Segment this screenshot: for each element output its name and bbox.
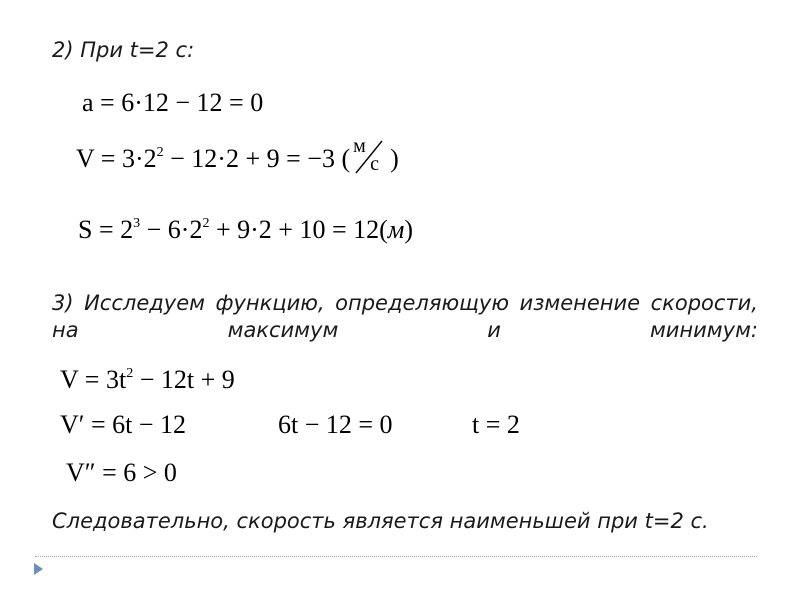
formula-second-derivative: V″ = 6 > 0 xyxy=(66,458,177,487)
unit-denominator: с xyxy=(370,153,379,175)
formula-velocity xyxy=(76,135,399,175)
formula-velocity-exp: 2 xyxy=(156,145,164,160)
step3-text: 3) Исследуем функцию, определяющую изменение скорости, на максимум и минимум: xyxy=(52,291,758,342)
formula-equation: 6t − 12 = 0 xyxy=(278,410,393,439)
formula-vf-p2: − 12t + 9 xyxy=(133,365,235,394)
conclusion-text: Следовательно, скорость является наименьшей при t=2 с. xyxy=(52,509,709,533)
step2-heading: 2) При t=2 с: xyxy=(52,38,195,62)
footer-divider xyxy=(35,556,757,557)
formula-distance-p1: S = 2 xyxy=(78,215,134,244)
formula-acceleration: a = 6·12 − 12 = 0 xyxy=(82,88,264,117)
formula-distance-e2: 2 xyxy=(202,216,210,231)
formula-distance-e1: 3 xyxy=(133,216,141,231)
formula-vf-p1: V = 3t xyxy=(60,365,127,394)
bullet-arrow-icon xyxy=(34,563,43,575)
unit-fraction xyxy=(350,135,390,175)
formula-velocity-rest: − 12·2 + 9 = −3 ( xyxy=(163,144,351,173)
formula-solution: t = 2 xyxy=(472,410,520,439)
formula-distance-p2: − 6·2 xyxy=(140,215,203,244)
formula-vf-e1: 2 xyxy=(126,366,134,381)
formula-distance-close: ) xyxy=(404,215,414,244)
formula-first-derivative: V′ = 6t − 12 xyxy=(60,410,187,439)
formula-velocity-close: ) xyxy=(390,144,399,173)
formula-distance-p3: + 9·2 + 10 = 12( xyxy=(209,215,388,244)
formula-distance-unit: м xyxy=(387,215,405,244)
formula-velocity-base: V = 3·2 xyxy=(76,144,157,173)
formula-distance xyxy=(78,215,413,245)
unit-numerator: м xyxy=(353,135,366,157)
formula-velocity-function xyxy=(60,365,235,395)
